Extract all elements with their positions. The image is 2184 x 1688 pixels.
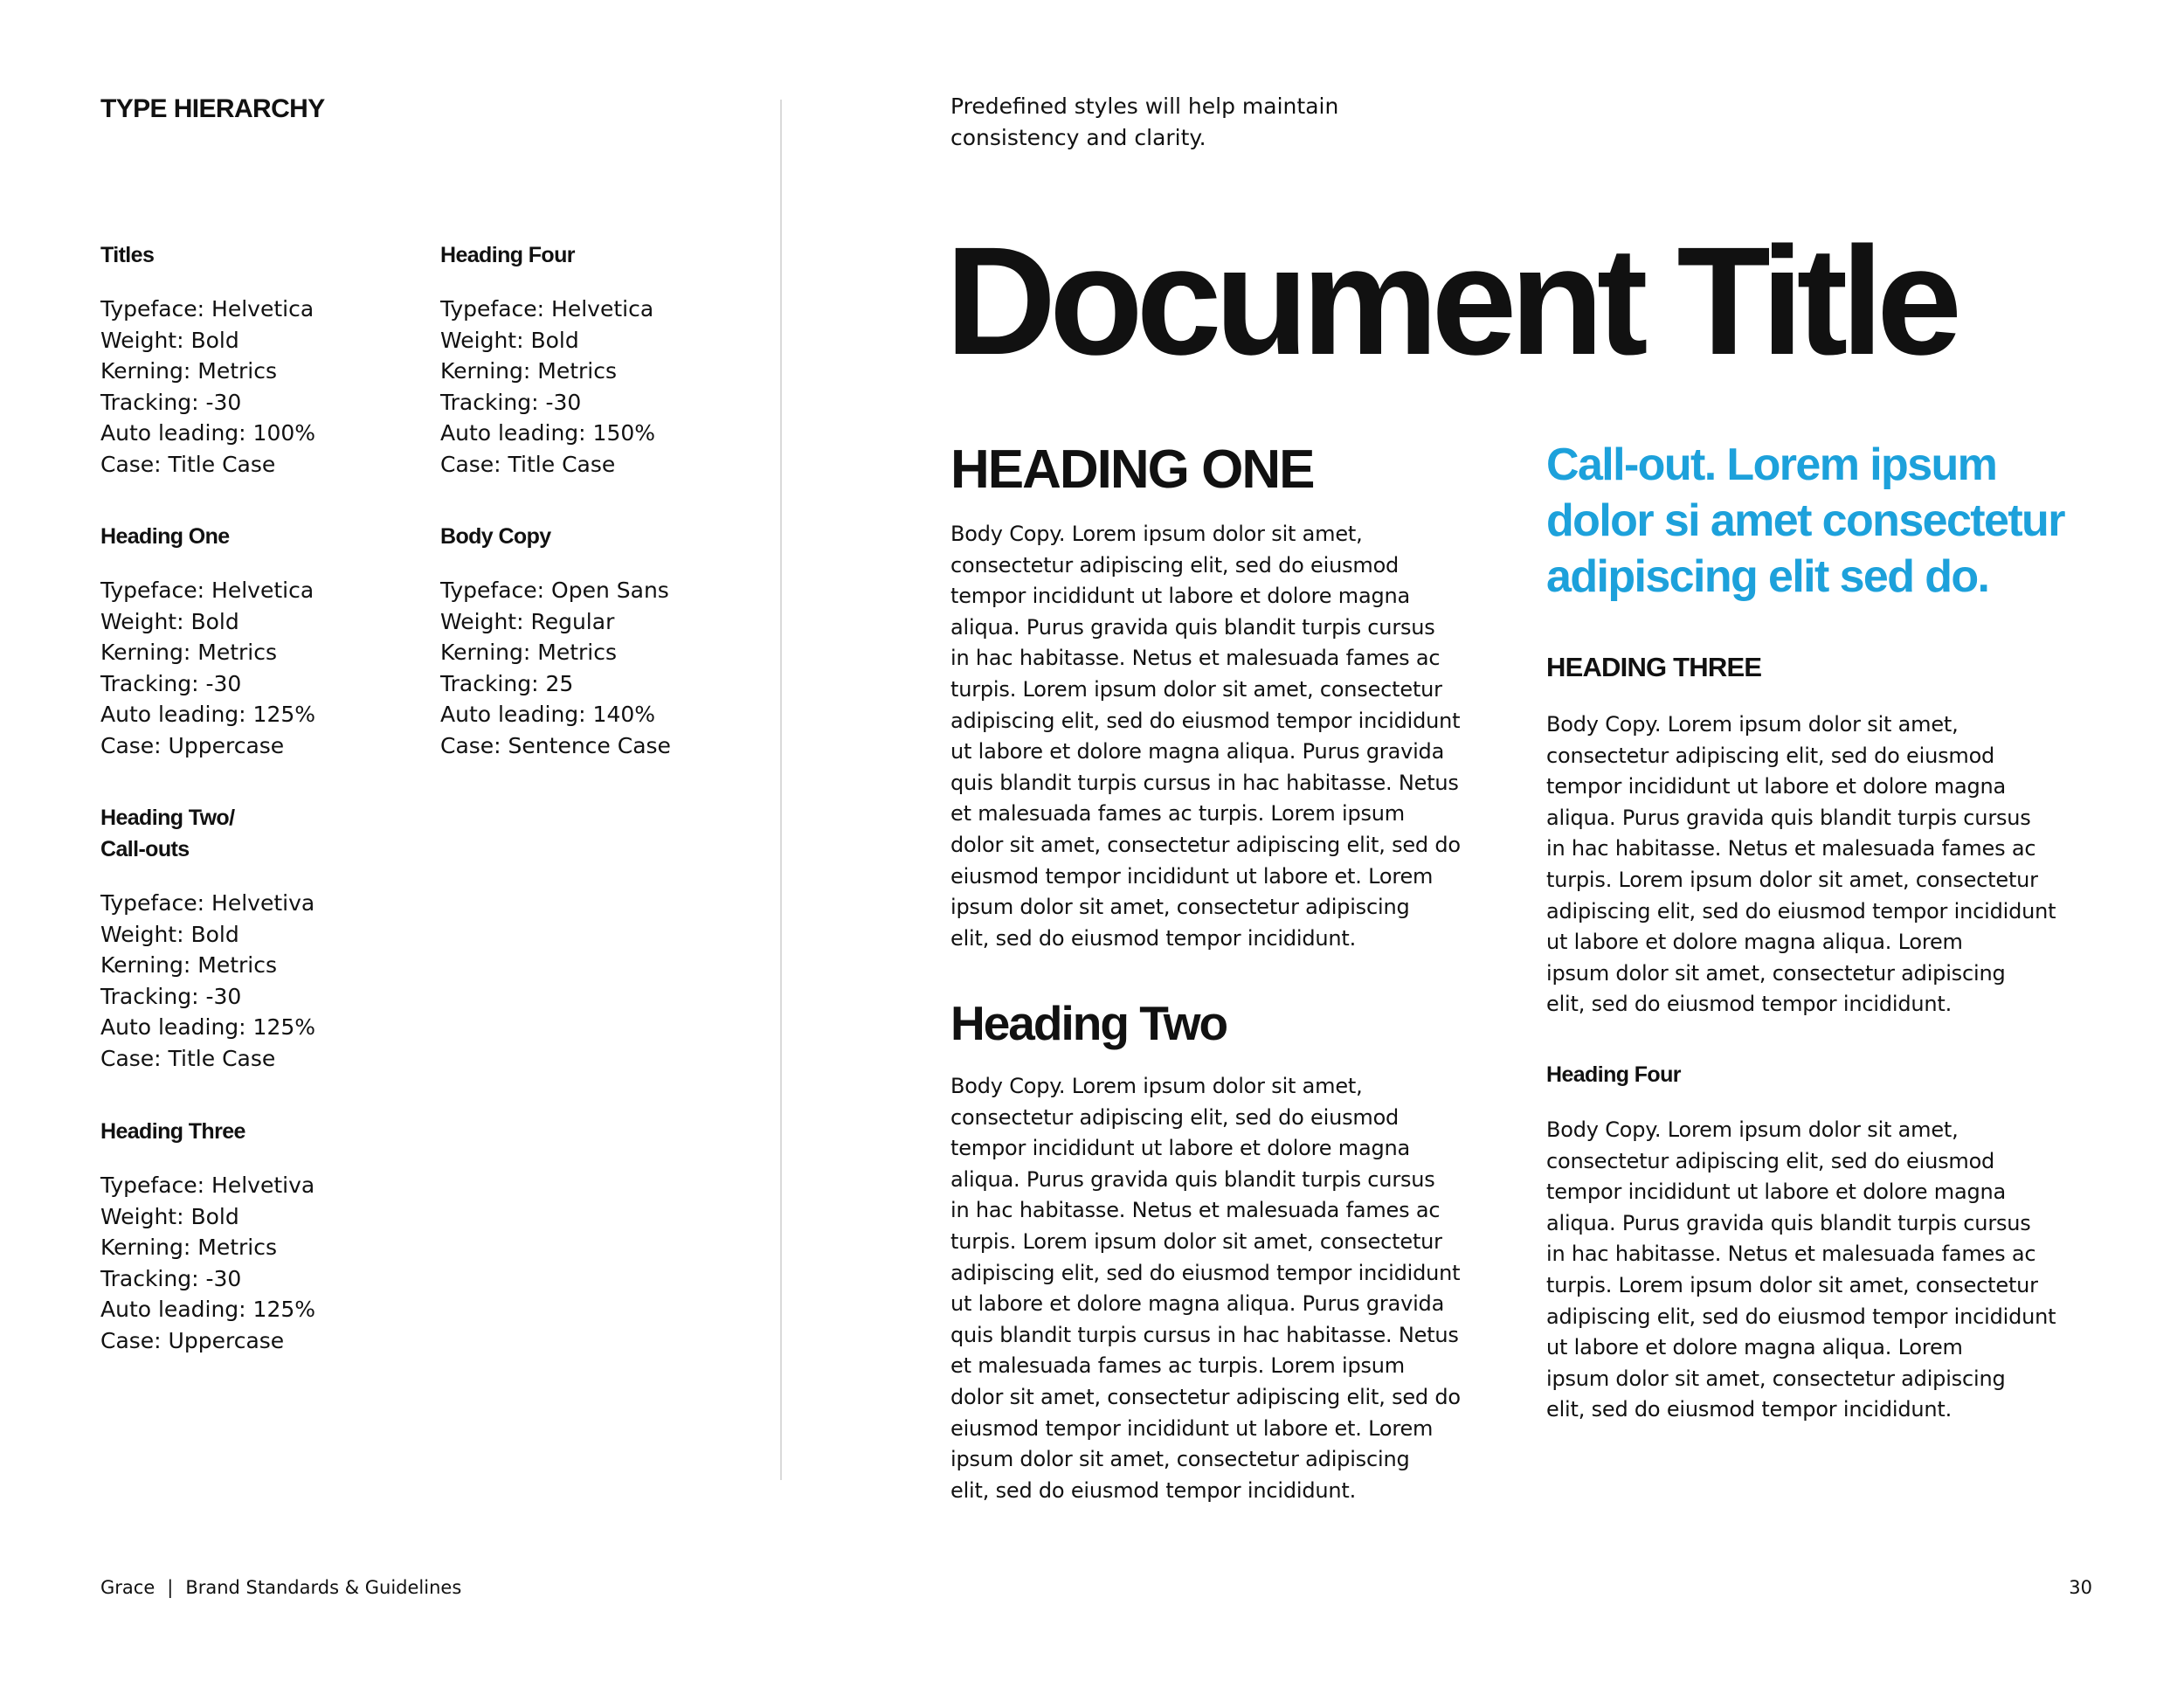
spec-list [100, 888, 415, 1075]
spec-heading-two-callouts [100, 802, 415, 1075]
spec-line: Tracking: -30 [100, 670, 242, 696]
spec-line: Weight: Bold [100, 921, 239, 947]
spec-line: Kerning: Metrics [100, 1235, 277, 1261]
spec-line: Auto leading: 140% [440, 702, 656, 728]
body-copy-sample-4: Body Copy. Lorem ipsum dolor sit amet, consectetur adipiscing elit, sed do eiusmod tempor incididunt ut labore et dolore magna aliqua. Purus gravida quis blandit turpis cursus in hac habitasse. Netus et malesuada fames ac turpis. Lorem ipsum dolor sit amet, consectetur adipiscing elit, sed do eiusmod tempor incididunt ut labore et dolore magna aliqua. Lorem ipsum dolor sit amet, consectetur adipiscing elit, sed do eiusmod tempor incididunt. [1546, 1117, 2056, 1422]
spec-line: Auto leading: 125% [100, 1297, 316, 1323]
body-copy-sample-2: Body Copy. Lorem ipsum dolor sit amet, consectetur adipiscing elit, sed do eiusmod tempor incididunt ut labore et dolore magna aliqua. Purus gravida quis blandit turpis cursus in hac habitasse. Netus et malesuada fames ac turpis. Lorem ipsum dolor sit amet, consectetur adipiscing elit, sed do eiusmod tempor incididunt ut labore et dolore magna aliqua. Purus gravida quis blandit turpis cursus in hac habitasse. Netus et malesuada fames ac turpis. Lorem ipsum dolor sit amet, consectetur adipiscing elit, sed do eiusmod tempor incididunt ut labore et. Lorem ipsum dolor sit amet, consectetur adipiscing elit, sed do eiusmod tempor incididunt. [950, 1074, 1461, 1503]
spec-heading-one [100, 521, 415, 762]
spec-list [100, 1170, 415, 1357]
spec-line: Weight: Bold [100, 608, 239, 634]
spec-line: Typeface: Helvetiva [100, 1173, 315, 1198]
spec-line: Auto leading: 125% [100, 1014, 316, 1041]
spec-line: Weight: Bold [440, 327, 579, 353]
callout-sample: Call-out. Lorem ipsum dolor si amet consectetur adipiscing elit sed do. [1546, 439, 2064, 602]
spec-line: Tracking: 25 [440, 670, 574, 696]
spec-line: Weight: Regular [440, 608, 615, 634]
spec-line: Kerning: Metrics [440, 358, 617, 384]
spec-list [100, 575, 415, 762]
spec-line: Kerning: Metrics [100, 358, 277, 384]
spec-line: Tracking: -30 [100, 1265, 242, 1291]
spec-line: Kerning: Metrics [440, 640, 617, 666]
spec-line: Weight: Bold [100, 1203, 239, 1229]
heading-three-sample: HEADING THREE [1546, 652, 1762, 682]
spec-list [440, 294, 755, 481]
spec-body-copy [440, 521, 755, 762]
spec-heading-three [100, 1116, 415, 1357]
spec-heading: Heading One [100, 524, 230, 549]
footer-doc-name: Brand Standards & Guidelines [185, 1577, 462, 1598]
spec-line: Case: Sentence Case [440, 732, 671, 758]
footer-brand-line [100, 1574, 461, 1601]
spec-line: Tracking: -30 [100, 389, 242, 415]
spec-line: Typeface: Helvetica [440, 296, 654, 322]
spec-line: Case: Uppercase [100, 732, 285, 758]
spec-heading: Heading Two/ Call-outs [100, 806, 235, 861]
heading-two-sample: Heading Two [950, 996, 1227, 1050]
heading-one-sample: HEADING ONE [950, 439, 1314, 500]
body-copy-sample-1: Body Copy. Lorem ipsum dolor sit amet, consectetur adipiscing elit, sed do eiusmod tempor incididunt ut labore et dolore magna aliqua. Purus gravida quis blandit turpis cursus in hac habitasse. Netus et malesuada fames ac turpis. Lorem ipsum dolor sit amet, consectetur adipiscing elit, sed do eiusmod tempor incididunt ut labore et dolore magna aliqua. Purus gravida quis blandit turpis cursus in hac habitasse. Netus et malesuada fames ac turpis. Lorem ipsum dolor sit amet, consectetur adipiscing elit, sed do eiusmod tempor incididunt ut labore et. Lorem ipsum dolor sit amet, consectetur adipiscing elit, sed do eiusmod tempor incididunt. [950, 522, 1461, 951]
spec-line: Typeface: Helvetiva [100, 890, 315, 916]
footer-separator: | [167, 1577, 174, 1598]
spec-heading: Body Copy [440, 524, 551, 549]
spec-line: Kerning: Metrics [100, 952, 277, 979]
spec-line: Case: Title Case [100, 451, 276, 477]
spec-heading: Heading Three [100, 1119, 245, 1144]
spec-line: Kerning: Metrics [100, 640, 277, 666]
spec-line: Case: Title Case [440, 451, 616, 477]
section-title: TYPE HIERARCHY [100, 94, 325, 123]
spec-line: Auto leading: 100% [100, 420, 316, 446]
column-divider [780, 100, 782, 1480]
spec-list [440, 575, 755, 762]
spec-list [100, 294, 415, 481]
spec-line: Auto leading: 125% [100, 702, 316, 728]
spec-line: Typeface: Helvetica [100, 578, 314, 603]
spec-heading: Titles [100, 243, 155, 267]
spec-line: Auto leading: 150% [440, 420, 656, 446]
body-copy-sample-3: Body Copy. Lorem ipsum dolor sit amet, consectetur adipiscing elit, sed do eiusmod tempor incididunt ut labore et dolore magna aliqua. Purus gravida quis blandit turpis cursus in hac habitasse. Netus et malesuada fames ac turpis. Lorem ipsum dolor sit amet, consectetur adipiscing elit, sed do eiusmod tempor incididunt ut labore et dolore magna aliqua. Lorem ipsum dolor sit amet, consectetur adipiscing elit, sed do eiusmod tempor incididunt. [1546, 712, 2056, 1017]
spec-line: Tracking: -30 [440, 389, 582, 415]
spec-titles [100, 239, 415, 481]
page-number: 30 [2069, 1577, 2092, 1598]
spec-line: Typeface: Open Sans [440, 578, 669, 603]
spec-line: Case: Uppercase [100, 1327, 285, 1353]
spec-heading: Heading Four [440, 243, 575, 267]
document-title-sample: Document Title [945, 216, 1956, 387]
spec-line: Weight: Bold [100, 327, 239, 353]
spec-line: Tracking: -30 [100, 983, 242, 1009]
spec-line: Typeface: Helvetica [100, 296, 314, 322]
footer-brand: Grace [100, 1577, 156, 1598]
spec-heading-four [440, 239, 755, 481]
spec-line: Case: Title Case [100, 1045, 276, 1071]
heading-four-sample: Heading Four [1546, 1062, 1681, 1087]
intro-text: Predefined styles will help maintain consistency and clarity. [950, 93, 1339, 150]
